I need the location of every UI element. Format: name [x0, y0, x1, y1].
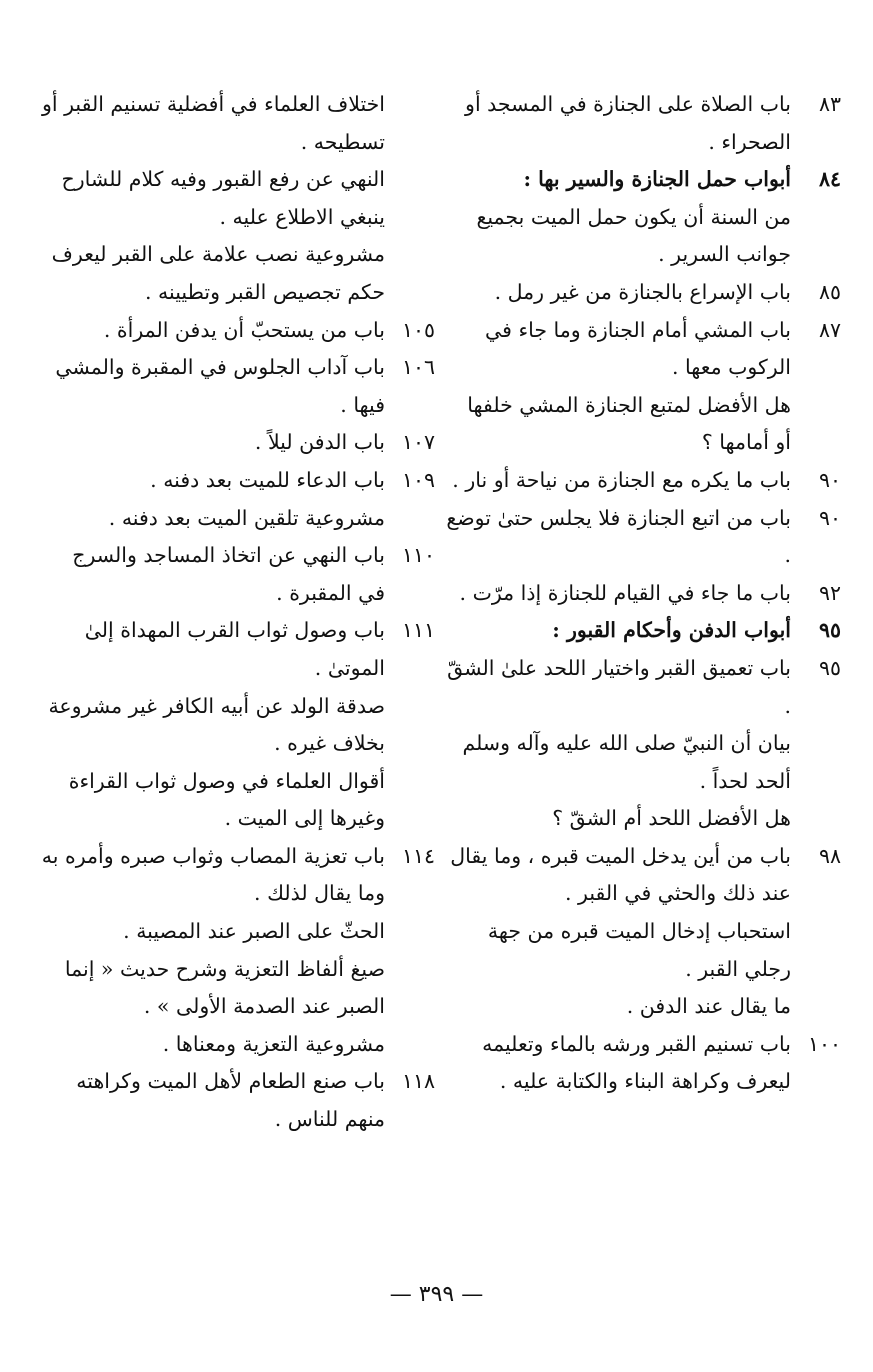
index-subentry — [40, 1026, 435, 1064]
index-subentry — [446, 387, 841, 462]
index-entry — [446, 838, 841, 913]
index-subentry — [40, 913, 435, 951]
index-subentry — [446, 199, 841, 274]
entry-text: باب النهي عن اتخاذ المساجد والسرج في المقبرة . — [72, 543, 385, 605]
index-entry — [40, 424, 435, 462]
index-subentry — [40, 86, 435, 161]
entry-text: باب آداب الجلوس في المقبرة والمشي فيها . — [55, 355, 385, 417]
entry-text: باب تسنيم القبر ورشه بالماء وتعليمه ليعرف وكراهة البناء والكتابة عليه . — [482, 1031, 791, 1094]
entry-text: صدقة الولد عن أبيه الكافر غير مشروعة بخلاف غيره . — [48, 693, 385, 756]
index-subentry — [40, 951, 435, 1026]
entry-text: باب تعزية المصاب وثواب صبره وأمره به وما يقال لذلك . — [41, 843, 385, 906]
index-entry — [40, 612, 435, 687]
index-entry — [40, 1063, 435, 1138]
entry-page-number: ٨٧ — [818, 317, 841, 342]
index-subentry — [40, 500, 435, 538]
entry-text: ما يقال عند الدفن . — [626, 994, 791, 1019]
entry-page-number: ٨٥ — [818, 279, 841, 304]
entry-text: النهي عن رفع القبور وفيه كلام للشارح ينبغي الاطلاع عليه . — [61, 167, 385, 229]
index-entry — [446, 650, 841, 725]
index-subentry — [40, 763, 435, 838]
entry-page-number: ١٠٠ — [807, 1031, 841, 1056]
index-entry — [446, 312, 841, 387]
index-subentry — [446, 913, 841, 988]
index-entry — [446, 500, 841, 575]
entry-text: باب من أين يدخل الميت قبره ، وما يقال عند ذلك والحثي في القبر . — [450, 843, 791, 906]
index-subentry — [446, 988, 841, 1026]
entry-text: استحباب إدخال الميت قبره من جهة رجلي القبر . — [487, 919, 791, 981]
entry-text: أقوال العلماء في وصول ثواب القراءة وغيرها إلى الميت . — [68, 768, 385, 831]
index-entry — [446, 575, 841, 613]
entry-text: باب المشي أمام الجنازة وما جاء في الركوب معها . — [485, 317, 791, 380]
entry-text: باب وصول ثواب القرب المهداة إلىٰ الموتىٰ . — [84, 618, 385, 680]
index-entry — [40, 312, 435, 350]
index-entry — [40, 462, 435, 500]
index-entry — [446, 86, 841, 161]
entry-page-number: ١٠٧ — [401, 430, 435, 455]
entry-text: هل الأفضل اللحد أم الشقّ ؟ — [552, 806, 791, 831]
index-entry — [446, 462, 841, 500]
left-column — [40, 86, 435, 1139]
entry-text: باب من اتبع الجنازة فلا يجلس حتىٰ توضع . — [446, 505, 791, 568]
index-subentry — [446, 800, 841, 838]
entry-text: مشروعية التعزية ومعناها . — [162, 1031, 385, 1056]
entry-page-number: ١١٠ — [401, 543, 435, 568]
entry-text: باب من يستحبّ أن يدفن المرأة . — [103, 317, 385, 342]
entry-text: باب الدعاء للميت بعد دفنه . — [150, 467, 385, 492]
entry-page-number: ١١٤ — [401, 843, 435, 868]
index-entry — [40, 349, 435, 424]
entry-page-number: ٨٤ — [818, 167, 841, 192]
index-subentry — [40, 688, 435, 763]
entry-page-number: ١١١ — [401, 618, 435, 643]
entry-text: هل الأفضل لمتبع الجنازة المشي خلفها أو أمامها ؟ — [467, 392, 791, 455]
entry-page-number: ١١٨ — [401, 1069, 435, 1094]
index-entry — [446, 161, 841, 199]
right-column — [446, 86, 841, 1101]
index-subentry — [40, 236, 435, 311]
entry-text: باب تعميق القبر واختيار اللحد علىٰ الشقّ . — [447, 655, 791, 718]
entry-page-number: ٨٣ — [818, 92, 841, 116]
index-subentry — [40, 161, 435, 236]
index-entry — [40, 838, 435, 913]
entry-text: أبواب حمل الجنازة والسير بها : — [523, 167, 791, 192]
entry-page-number: ١٠٩ — [401, 467, 435, 492]
entry-page-number: ١٠٥ — [401, 317, 435, 342]
entry-text: مشروعية نصب علامة على القبر ليعرف حكم تجصيص القبر وتطيينه . — [51, 242, 385, 304]
entry-page-number: ٩٠ — [818, 467, 841, 492]
entry-page-number: ٩٨ — [818, 843, 841, 868]
entry-text: باب صنع الطعام لأهل الميت وكراهته منهم للناس . — [76, 1069, 385, 1132]
entry-page-number: ٩٠ — [818, 505, 841, 530]
entry-text: الحثّ على الصبر عند المصيبة . — [123, 919, 385, 944]
entry-text: من السنة أن يكون حمل الميت بجميع جوانب السرير . — [476, 204, 791, 267]
page-number: — ٣٩٩ — — [389, 1282, 484, 1307]
index-entry — [446, 274, 841, 312]
entry-text: باب الدفن ليلاً . — [254, 430, 385, 455]
entry-text: باب الصلاة على الجنازة في المسجد أو الصحراء . — [465, 92, 791, 154]
entry-text: بيان أن النبيّ صلى الله عليه وآله وسلم ألحد لحداً . — [462, 731, 791, 793]
index-subentry — [446, 725, 841, 800]
entry-page-number: ٩٥ — [818, 655, 841, 680]
entry-text: مشروعية تلقين الميت بعد دفنه . — [108, 505, 385, 530]
index-entry — [446, 1026, 841, 1101]
entry-text: باب ما جاء في القيام للجنازة إذا مرّت . — [459, 580, 791, 605]
entry-text: اختلاف العلماء في أفضلية تسنيم القبر أو تسطيحه . — [41, 92, 385, 154]
entry-text: باب الإسراع بالجنازة من غير رمل . — [494, 279, 791, 304]
entry-page-number: ٩٢ — [818, 580, 841, 605]
entry-text: أبواب الدفن وأحكام القبور : — [552, 618, 791, 643]
entry-text: صيغ ألفاظ التعزية وشرح حديث « إنما الصبر عند الصدمة الأولى » . — [64, 956, 385, 1019]
index-entry — [40, 537, 435, 612]
index-entry — [446, 612, 841, 650]
entry-page-number: ٩٥ — [818, 618, 841, 643]
entry-text: باب ما يكره مع الجنازة من نياحة أو نار . — [452, 467, 791, 492]
entry-page-number: ١٠٦ — [401, 355, 435, 380]
